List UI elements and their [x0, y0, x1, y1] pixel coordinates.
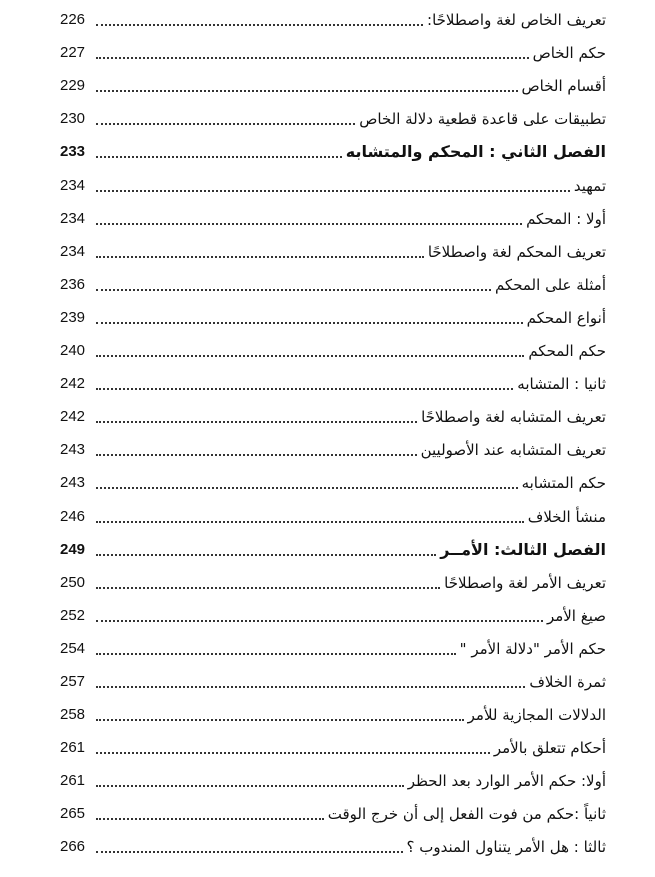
toc-entry-title: ثانياً :حكم من فوت الفعل إلى أن خرج الوقت: [327, 805, 606, 824]
toc-dot-leader: [96, 289, 491, 291]
toc-entry: [60, 465, 606, 498]
toc-dot-leader: [96, 322, 523, 324]
toc-entry: [60, 201, 606, 234]
toc-entry-title: صيغ الأمر: [546, 606, 606, 625]
toc-chapter-heading: [60, 134, 606, 167]
toc-chapter-title: الفصل الثاني : المحكم والمتشابه: [345, 142, 606, 162]
toc-entry-title: أولا: حكم الأمر الوارد بعد الحظر: [407, 772, 606, 791]
toc-entry-title: حكم المحكم: [528, 342, 606, 361]
toc-entry: [60, 267, 606, 300]
toc-dot-leader: [96, 223, 522, 225]
toc-dot-leader: [96, 190, 570, 192]
toc-dot-leader: [96, 851, 403, 853]
toc-page-number: 252: [60, 606, 86, 624]
toc-entry: [60, 167, 606, 200]
toc-dot-leader: [96, 24, 423, 26]
toc-dot-leader: [96, 256, 424, 258]
toc-dot-leader: [96, 57, 529, 59]
toc-page-number: 243: [60, 474, 86, 492]
toc-page-number: 242: [60, 375, 86, 393]
toc-entry: [60, 730, 606, 763]
toc-page-number: 243: [60, 441, 86, 459]
table-of-contents: [60, 2, 606, 862]
toc-page-number: 234: [60, 176, 86, 194]
toc-dot-leader: [96, 123, 355, 125]
toc-entry: [60, 2, 606, 35]
toc-page-number: 266: [60, 838, 86, 856]
toc-page-number: 226: [60, 11, 86, 29]
toc-entry-title: أنواع المحكم: [526, 308, 606, 327]
toc-page-number: 265: [60, 805, 86, 823]
toc-page-number: 240: [60, 342, 86, 360]
toc-entry: [60, 366, 606, 399]
toc-entry: [60, 631, 606, 664]
toc-dot-leader: [96, 421, 417, 423]
toc-entry: [60, 35, 606, 68]
toc-dot-leader: [96, 752, 490, 754]
toc-entry: [60, 300, 606, 333]
toc-chapter-title: الفصل الثالث: الأمــر: [440, 539, 606, 559]
toc-entry-title: أقسام الخاص: [521, 77, 606, 96]
toc-page-number: 246: [60, 507, 86, 525]
toc-page-number: 239: [60, 308, 86, 326]
toc-page-number: 250: [60, 573, 86, 591]
toc-dot-leader: [96, 90, 518, 92]
toc-entry-title: تعريف المحكم لغة واصطلاحًا: [427, 242, 606, 261]
toc-entry-title: ثالثا : هل الأمر يتناول المندوب ؟: [406, 838, 606, 857]
toc-dot-leader: [96, 388, 513, 390]
toc-entry-title: تطبيقات على قاعدة قطعية دلالة الخاص: [359, 110, 606, 129]
toc-dot-leader: [96, 653, 456, 655]
toc-entry: [60, 664, 606, 697]
toc-entry: [60, 333, 606, 366]
toc-entry-title: تعريف المتشابه عند الأصوليين: [420, 441, 606, 460]
toc-page-number: 242: [60, 408, 86, 426]
toc-entry-title: ثمرة الخلاف: [529, 672, 606, 691]
toc-entry-title: أحكام تتعلق بالأمر: [493, 739, 606, 758]
toc-entry-title: تعريف الخاص لغة واصطلاحًا:: [427, 11, 606, 30]
toc-dot-leader: [96, 785, 404, 787]
toc-page-number: 234: [60, 242, 86, 260]
toc-dot-leader: [96, 521, 524, 523]
toc-page-number: 230: [60, 110, 86, 128]
toc-dot-leader: [96, 156, 342, 158]
toc-entry-title: حكم المتشابه: [521, 474, 606, 493]
toc-entry: [60, 598, 606, 631]
toc-entry: [60, 697, 606, 730]
toc-dot-leader: [96, 587, 440, 589]
toc-dot-leader: [96, 719, 464, 721]
toc-entry: [60, 565, 606, 598]
toc-page-number: 236: [60, 275, 86, 293]
toc-dot-leader: [96, 454, 417, 456]
toc-page-number: 227: [60, 44, 86, 62]
toc-entry: [60, 829, 606, 862]
toc-entry-title: تعريف الأمر لغة واصطلاحًا: [444, 573, 606, 592]
toc-page-number: 249: [60, 540, 86, 558]
toc-entry-title: أمثلة على المحكم: [494, 275, 606, 294]
toc-entry-title: حكم الأمر "دلالة الأمر ": [459, 639, 606, 658]
toc-entry-title: منشأ الخلاف: [527, 507, 606, 526]
toc-entry: [60, 498, 606, 531]
toc-page-number: 261: [60, 739, 86, 757]
toc-entry-title: تعريف المتشابه لغة واصطلاحًا: [421, 408, 606, 427]
toc-entry-title: ثانيا : المتشابه: [517, 375, 606, 394]
toc-dot-leader: [96, 554, 436, 556]
toc-dot-leader: [96, 818, 324, 820]
toc-entry-title: حكم الخاص: [532, 44, 606, 63]
toc-entry-title: تمهيد: [573, 176, 606, 195]
toc-chapter-heading: [60, 532, 606, 565]
toc-page-number: 257: [60, 672, 86, 690]
toc-dot-leader: [96, 620, 543, 622]
toc-entry-title: الدلالات المجازية للأمر: [467, 706, 606, 725]
toc-entry: [60, 796, 606, 829]
toc-entry: [60, 432, 606, 465]
toc-page-number: 254: [60, 639, 86, 657]
toc-page-number: 229: [60, 77, 86, 95]
toc-entry: [60, 101, 606, 134]
toc-entry: [60, 234, 606, 267]
toc-page-number: 233: [60, 143, 86, 161]
toc-page-number: 261: [60, 772, 86, 790]
toc-entry: [60, 763, 606, 796]
toc-page-number: 234: [60, 209, 86, 227]
toc-entry: [60, 399, 606, 432]
toc-dot-leader: [96, 487, 518, 489]
toc-entry-title: أولا : المحكم: [526, 209, 606, 228]
toc-dot-leader: [96, 686, 525, 688]
toc-dot-leader: [96, 355, 524, 357]
toc-page-number: 258: [60, 706, 86, 724]
toc-entry: [60, 68, 606, 101]
